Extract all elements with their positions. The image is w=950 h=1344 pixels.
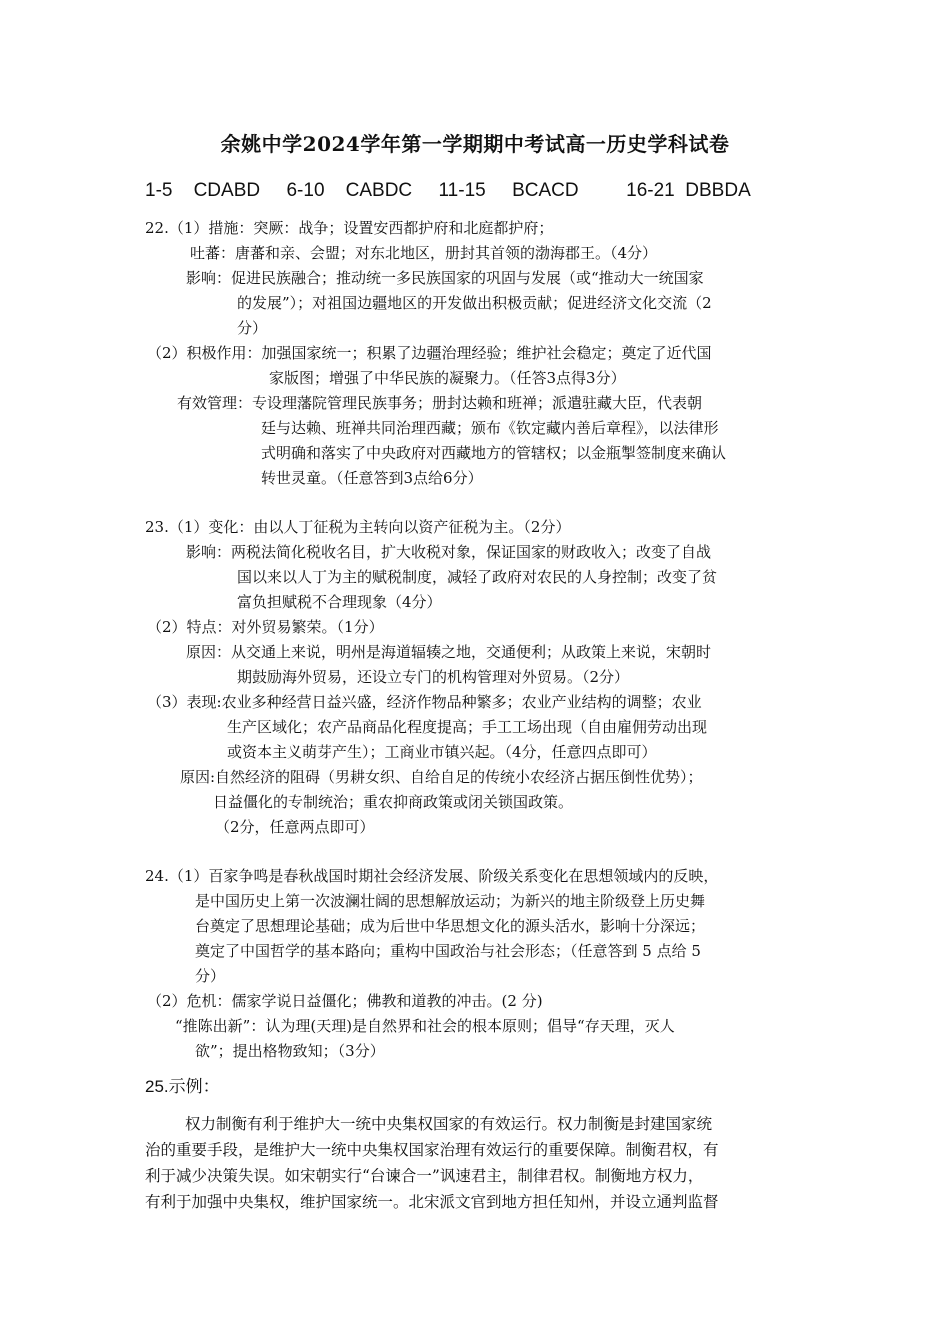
q22-line: 吐蕃：唐蕃和亲、会盟；对东北地区，册封其首领的渤海郡王。（4分） <box>190 244 658 262</box>
q22-line: 廷与达赖、班禅共同治理西藏；颁布《钦定藏内善后章程》，以法律形 <box>261 419 719 437</box>
q23-line: （2）特点：对外贸易繁荣。（1分） <box>147 618 384 636</box>
q25-paragraph-line: 治的重要手段，是维护大一统中央集权国家治理有效运行的重要保障。制衡君权，有 <box>145 1141 719 1159</box>
q22-line: 有效管理：专设理藩院管理民族事务；册封达赖和班禅；派遣驻藏大臣，代表朝 <box>177 394 703 412</box>
q24-line: （2）危机：儒家学说日益僵化；佛教和道教的冲击。(2 分) <box>147 992 543 1010</box>
q23-line: 国以来以人丁为主的赋税制度，减轻了政府对农民的人身控制；改变了贫 <box>237 568 718 586</box>
q24-line: 台奠定了思想理论基础；成为后世中华思想文化的源头活水，影响十分深远； <box>195 917 706 935</box>
q23-line: 日益僵化的专制统治；重农抑商政策或闭关锁国政策。 <box>213 793 574 811</box>
q25-paragraph-line: 有利于加强中央集权，维护国家统一。北宋派文官到地方担任知州，并设立通判监督 <box>145 1193 719 1211</box>
q25-paragraph-line: 权力制衡有利于维护大一统中央集权国家的有效运行。权力制衡是封建国家统 <box>185 1115 713 1133</box>
q23-line: 23.（1）变化：由以人丁征税为主转向以资产征税为主。（2分） <box>145 518 571 536</box>
q22-line: 22.（1）措施：突厥：战争；设置安西都护府和北庭都护府； <box>145 219 554 237</box>
q24-line: “推陈出新”：认为理(天理)是自然界和社会的根本原则；倡导“存天理，灭人 <box>175 1017 675 1035</box>
q22-line: 影响：促进民族融合；推动统一多民族国家的巩固与发展（或“推动大一统国家 <box>186 269 704 287</box>
q23-line: 期鼓励海外贸易，还设立专门的机构管理对外贸易。（2分） <box>237 668 630 686</box>
q23-line: 影响：两税法简化税收名目，扩大收税对象，保证国家的财政收入；改变了自战 <box>186 543 712 561</box>
q24-line: 分） <box>195 967 226 985</box>
q23-line: （2分，任意两点即可） <box>215 818 375 836</box>
q23-line: 生产区域化；农产品商品化程度提高；手工工场出现（自由雇佣劳动出现 <box>227 718 708 736</box>
q23-line: 富负担赋税不合理现象（4分） <box>237 593 442 611</box>
q23-line: 原因:自然经济的阻碍（男耕女织、自给自足的传统小农经济占据压倒性优势）； <box>180 768 703 786</box>
q22-line: 家版图；增强了中华民族的凝聚力。（任答3点得3分） <box>269 369 626 387</box>
q24-line: 是中国历史上第一次波澜壮阔的思想解放运动；为新兴的地主阶级登上历史舞 <box>195 892 706 910</box>
q23-line: （3）表现:农业多种经营日益兴盛，经济作物品种繁多；农业产业结构的调整；农业 <box>147 693 702 711</box>
q22-line: 式明确和落实了中央政府对西藏地方的管辖权；以金瓶掣签制度来确认 <box>261 444 727 462</box>
q24-line: 24.（1）百家争鸣是春秋战国时期社会经济发展、阶级关系变化在思想领域内的反映， <box>145 867 719 885</box>
q22-line: （2）积极作用：加强国家统一；积累了边疆治理经验；维护社会稳定；奠定了近代国 <box>147 344 712 362</box>
q24-line: 欲”；提出格物致知；（3分） <box>195 1042 385 1060</box>
q24-line: 奠定了中国哲学的基本路向；重构中国政治与社会形态；（任意答到 5 点给 5 <box>195 942 701 960</box>
q22-line: 的发展”）；对祖国边疆地区的开发做出积极贡献；促进经济文化交流（2 <box>237 294 712 312</box>
q23-line: 或资本主义萌芽产生）；工商业市镇兴起。（4分，任意四点即可） <box>227 743 657 761</box>
q22-line: 转世灵童。（任意答到3点给6分） <box>261 469 483 487</box>
q22-line: 分） <box>237 319 268 337</box>
choice-answers: 1-5 CDABD 6-10 CABDC 11-15 BCACD 16-21 DBBDA <box>145 180 751 201</box>
page-title: 余姚中学2024学年第一学期期中考试高一历史学科试卷 <box>220 132 730 156</box>
q25-paragraph-line: 利于减少决策失误。如宋朝实行“台谏合一”讽速君主，制律君权。制衡地方权力， <box>145 1167 704 1185</box>
q25-heading: 25.示例： <box>145 1077 220 1096</box>
q23-line: 原因：从交通上来说，明州是海道辐辏之地，交通便利；从政策上来说，宋朝时 <box>186 643 712 661</box>
